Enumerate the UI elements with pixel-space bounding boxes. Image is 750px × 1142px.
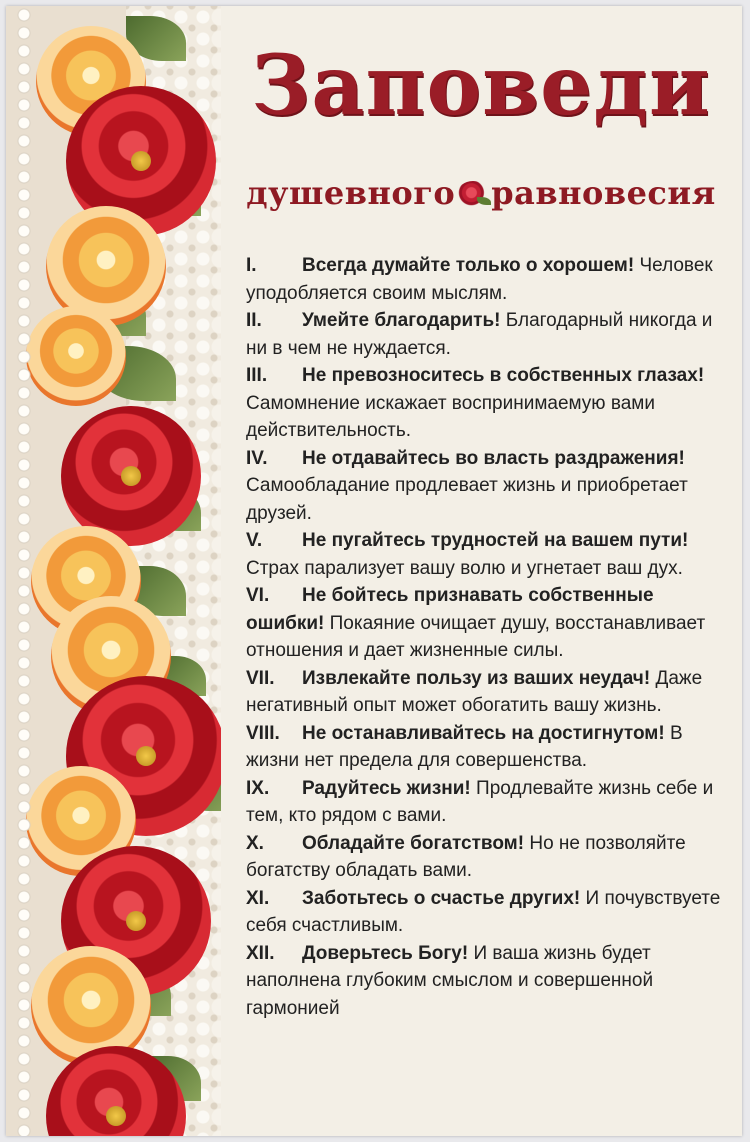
rule-heading: Не пугайтесь трудностей на вашем пути! xyxy=(302,530,689,551)
list-item xyxy=(246,445,726,528)
rule-heading: Не превозноситесь в собственных глазах! xyxy=(302,365,705,386)
list-item xyxy=(246,885,726,940)
rule-number: VI. xyxy=(246,585,270,606)
rule-text: Благодарный никогда и ни в чем не нуждается. xyxy=(246,310,713,359)
rule-heading: Доверьтесь Богу! xyxy=(302,942,469,964)
list-item xyxy=(246,527,726,582)
rule-text: Но не позволяйте богатству обладать вами. xyxy=(246,832,686,881)
rule-number: I. xyxy=(246,255,257,276)
rose-flower xyxy=(26,306,126,406)
subtitle-right: равновесия xyxy=(491,174,716,212)
rule-number: XII. xyxy=(246,942,275,964)
rule-text: Самомнение искажает воспринимаемую вами действительность. xyxy=(246,392,655,441)
page-subtitle xyxy=(226,174,736,212)
rule-text: Страх парализует вашу волю и угнетает ваш дух. xyxy=(246,557,683,579)
rule-heading: Не останавливайтесь на достигнутом! xyxy=(302,722,665,744)
rule-heading: Радуйтесь жизни! xyxy=(302,777,471,799)
rule-text: И ваша жизнь будет наполнена глубоким смыслом и совершенной гармонией xyxy=(246,942,654,1019)
rule-text: Продлевайте жизнь себе и тем, кто рядом с вами. xyxy=(246,777,714,826)
flower-center xyxy=(136,746,156,766)
list-item xyxy=(246,582,726,665)
flower-center xyxy=(106,1106,126,1126)
rule-number: VII. xyxy=(246,667,275,689)
list-item xyxy=(246,252,726,307)
list-item xyxy=(246,665,726,720)
rule-text: Самообладание продлевает жизнь и приобретает друзей. xyxy=(246,475,688,524)
list-item xyxy=(246,307,726,362)
rule-text: В жизни нет предела для совершенства. xyxy=(246,722,683,771)
rule-text: И почувствуете себя счастливым. xyxy=(246,887,721,936)
rule-number: IX. xyxy=(246,777,270,799)
rule-heading: Не бойтесь признавать собственные ошибки! xyxy=(246,585,654,634)
rule-heading: Умейте благодарить! xyxy=(302,310,501,331)
rule-text: Даже негативный опыт может обогатить вашу жизнь. xyxy=(246,667,703,716)
list-item xyxy=(246,830,726,885)
flower-center xyxy=(121,466,141,486)
rule-heading: Обладайте богатством! xyxy=(302,832,525,854)
rule-number: III. xyxy=(246,365,268,386)
flower-center xyxy=(131,151,151,171)
rule-number: VIII. xyxy=(246,722,280,744)
flower-center xyxy=(126,911,146,931)
rule-heading: Всегда думайте только о хорошем! xyxy=(302,255,635,276)
rule-number: IV. xyxy=(246,447,268,469)
list-item xyxy=(246,720,726,775)
rule-number: XI. xyxy=(246,887,270,909)
page-title: Заповеди xyxy=(251,38,711,134)
rule-heading: Не отдавайтесь во власть раздражения! xyxy=(302,447,685,469)
list-item xyxy=(246,362,726,445)
pearl-string xyxy=(16,6,32,1136)
subtitle-left: душевного xyxy=(246,174,456,212)
rule-number: V. xyxy=(246,530,263,551)
rule-text: Человек уподобляется своим мыслям. xyxy=(246,255,713,304)
rule-heading: Извлекайте пользу из ваших неудач! xyxy=(302,667,651,689)
rule-heading: Заботьтесь о счастье других! xyxy=(302,887,581,909)
rule-number: II. xyxy=(246,310,262,331)
list-item xyxy=(246,775,726,830)
floral-border xyxy=(6,6,221,1136)
poster xyxy=(6,6,742,1136)
list-item xyxy=(246,940,726,1023)
rule-number: X. xyxy=(246,832,264,854)
rule-text: Покаяние очищает душу, восстанавливает отношения и дает жизненные силы. xyxy=(246,612,706,661)
commandments-list xyxy=(246,252,726,1022)
rose-icon xyxy=(457,181,489,207)
